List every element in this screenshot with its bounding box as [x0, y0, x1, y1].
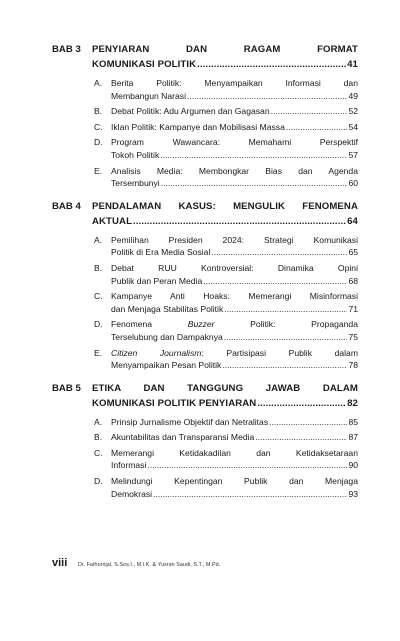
entry-text [111, 347, 358, 372]
dot-leader [224, 303, 347, 316]
entry-line2 [111, 459, 358, 472]
entry-line1: Program Wawancara: Memahami Perspektif [111, 137, 358, 148]
entry-page-number: 75 [348, 331, 358, 342]
entry-line2 [111, 90, 358, 103]
entry-line2-text: Tokoh Politik [111, 149, 160, 160]
entry-page-number: 49 [348, 90, 358, 101]
entry-line2-text: Debat Politik: Adu Argumen dan Gagasan [111, 106, 270, 117]
page-number: viii [52, 557, 68, 569]
entry-letter: C. [94, 291, 103, 302]
toc-entry[interactable] [92, 165, 358, 190]
chapter-title-line2 [92, 214, 358, 229]
dot-leader [161, 177, 348, 190]
entry-line2-text: Membangun Narasi [111, 90, 186, 101]
entry-letter: D. [94, 137, 103, 148]
entry-line2-text: Tersembunyi [111, 178, 160, 189]
entry-line2 [111, 331, 358, 344]
chapter-title-line1: ETIKA DAN TANGGUNG JAWAB DALAM [92, 382, 358, 394]
dot-leader [271, 105, 348, 118]
entry-page-number: 54 [348, 121, 358, 132]
entry-text [111, 136, 358, 161]
toc-entry[interactable] [92, 431, 358, 444]
chapter-title[interactable] [92, 199, 358, 229]
chapter-body [92, 42, 358, 193]
entry-text [111, 105, 358, 118]
toc-entry[interactable] [92, 416, 358, 429]
entry-page-number: 93 [348, 488, 358, 499]
entry-line2-text: Terselubung dan Dampaknya [111, 331, 223, 342]
entry-page-number: 85 [348, 416, 358, 427]
toc-entry[interactable] [92, 262, 358, 287]
chapter-page-number: 41 [347, 59, 358, 70]
entry-text [111, 77, 358, 102]
dot-leader [286, 121, 348, 134]
entry-line1 [111, 347, 358, 360]
entry-line1: Analisis Media: Membongkar Bias dan Agenda [111, 165, 358, 176]
entry-text [111, 262, 358, 287]
dot-leader [255, 431, 347, 444]
toc-entry[interactable] [92, 121, 358, 134]
entry-line2-text: Iklan Politik: Kampanye dan Mobilisasi Massa [111, 121, 285, 132]
entry-text [111, 290, 358, 315]
chapter-title-text: KOMUNIKASI POLITIK PENYIARAN [92, 397, 257, 409]
chapter-title-line1: PENYIARAN DAN RAGAM FORMAT [92, 44, 358, 55]
entry-letter: E. [94, 347, 103, 358]
entry-line2 [111, 275, 358, 288]
dot-leader [153, 488, 347, 501]
entry-letter: A. [94, 416, 103, 427]
chapter-title-line1: PENDALAMAN KASUS: MENGULIK FENOMENA [92, 200, 358, 212]
entry-line1: Pemilihan Presiden 2024: Strategi Komunikasi [111, 234, 358, 245]
entry-page-number: 52 [348, 106, 358, 117]
dot-leader [257, 396, 346, 411]
entry-text [111, 318, 358, 343]
entry-text [111, 416, 358, 429]
entry-page-number: 71 [348, 303, 358, 314]
toc-entry[interactable] [92, 290, 358, 315]
entry-line2 [111, 416, 358, 429]
entry-line2 [111, 246, 358, 259]
entry-line2 [111, 105, 358, 118]
chapter-page-number: 82 [347, 397, 358, 409]
dot-leader [147, 459, 347, 472]
entry-page-number: 65 [348, 247, 358, 258]
entry-line1 [111, 318, 358, 331]
chapter-title-line2 [92, 57, 358, 72]
toc-entry[interactable] [92, 234, 358, 259]
toc-entry[interactable] [92, 347, 358, 372]
entry-text-part: : Partisipasi Publik dalam [201, 347, 358, 358]
toc-entry[interactable] [92, 136, 358, 161]
chapter-entries [92, 416, 358, 501]
entry-line2-text: Informasi [111, 460, 147, 471]
entry-line2 [111, 359, 358, 372]
entry-text-italic: Buzzer [187, 319, 215, 330]
entry-letter: C. [94, 121, 103, 132]
entry-line2-text: Demokrasi [111, 488, 153, 499]
entry-line2 [111, 149, 358, 162]
dot-leader [211, 246, 347, 259]
entry-line2 [111, 303, 358, 316]
entry-text-part: Politik: Propaganda [214, 319, 358, 330]
entry-text [111, 447, 358, 472]
toc-chapter [52, 42, 358, 193]
dot-leader [269, 416, 347, 429]
chapter-entries [92, 234, 358, 372]
entry-letter: C. [94, 447, 103, 458]
chapter-title-text: KOMUNIKASI POLITIK [92, 59, 197, 70]
chapter-title-line2 [92, 396, 358, 411]
author-credit: Dr. Fathurrijal, S.Sos.I., M.I.K. & Yusran Saudi, S.T., M.Pd. [78, 562, 221, 568]
table-of-contents [52, 42, 358, 503]
entry-line1: Debat RUU Kontroversial: Dinamika Opini [111, 262, 358, 273]
chapter-title[interactable] [92, 42, 358, 72]
entry-line1: Kampanye Anti Hoaks: Memerangi Misinformasi [111, 291, 358, 302]
entry-line2 [111, 177, 358, 190]
dot-leader [187, 90, 347, 103]
entry-text [111, 165, 358, 190]
toc-entry[interactable] [92, 475, 358, 500]
entry-line2-text: dan Menjaga Stabilitas Politik [111, 303, 224, 314]
dot-leader [133, 214, 346, 229]
chapter-body [92, 381, 358, 504]
dot-leader [160, 149, 347, 162]
entry-line2-text: Politik di Era Media Sosial [111, 247, 211, 258]
entry-page-number: 68 [348, 275, 358, 286]
toc-entry[interactable] [92, 447, 358, 472]
page-footer [52, 557, 220, 569]
entry-page-number: 90 [348, 460, 358, 471]
dot-leader [203, 275, 347, 288]
chapter-entries [92, 77, 358, 190]
entry-text [111, 431, 358, 444]
entry-page-number: 87 [348, 432, 358, 443]
entry-line2 [111, 121, 358, 134]
dot-leader [222, 359, 347, 372]
entry-letter: E. [94, 165, 103, 176]
entry-letter: D. [94, 476, 103, 487]
entry-line1: Memerangi Ketidakadilan dan Ketidaksetaraan [111, 447, 358, 458]
chapter-label: BAB 4 [52, 200, 81, 212]
entry-line2 [111, 488, 358, 501]
chapter-title-text: AKTUAL [92, 215, 133, 227]
toc-entry[interactable] [92, 77, 358, 102]
entry-line2-text: Akuntabilitas dan Transparansi Media [111, 432, 255, 443]
entry-letter: D. [94, 319, 103, 330]
entry-line1: Melindungi Kepentingan Publik dan Menjaga [111, 476, 358, 487]
toc-entry[interactable] [92, 105, 358, 118]
chapter-title[interactable] [92, 381, 358, 411]
entry-page-number: 60 [348, 178, 358, 189]
entry-letter: B. [94, 106, 103, 117]
entry-text-part: Fenomena [111, 319, 188, 330]
entry-line2 [111, 431, 358, 444]
toc-chapter [52, 199, 358, 375]
chapter-page-number: 64 [347, 215, 358, 227]
entry-letter: A. [94, 234, 103, 245]
entry-text [111, 475, 358, 500]
entry-text [111, 234, 358, 259]
entry-page-number: 78 [348, 360, 358, 371]
entry-letter: B. [94, 432, 103, 443]
entry-text [111, 121, 358, 134]
entry-line2-text: Menyampaikan Pesan Politik [111, 360, 222, 371]
chapter-label: BAB 5 [52, 382, 81, 394]
entry-text-italic: Citizen Journalism [111, 347, 202, 358]
entry-line1: Berita Politik: Menyampaikan Informasi dan [111, 78, 358, 88]
toc-chapter [52, 381, 358, 504]
entry-page-number: 57 [348, 149, 358, 160]
entry-line2-text: Publik dan Peran Media [111, 275, 203, 286]
chapter-label: BAB 3 [52, 44, 81, 55]
dot-leader [197, 57, 346, 72]
entry-letter: A. [94, 78, 103, 88]
entry-letter: B. [94, 262, 103, 273]
dot-leader [224, 331, 348, 344]
chapter-body [92, 199, 358, 375]
toc-entry[interactable] [92, 318, 358, 343]
entry-line2-text: Prinsip Jurnalisme Objektif dan Netralitas [111, 416, 269, 427]
